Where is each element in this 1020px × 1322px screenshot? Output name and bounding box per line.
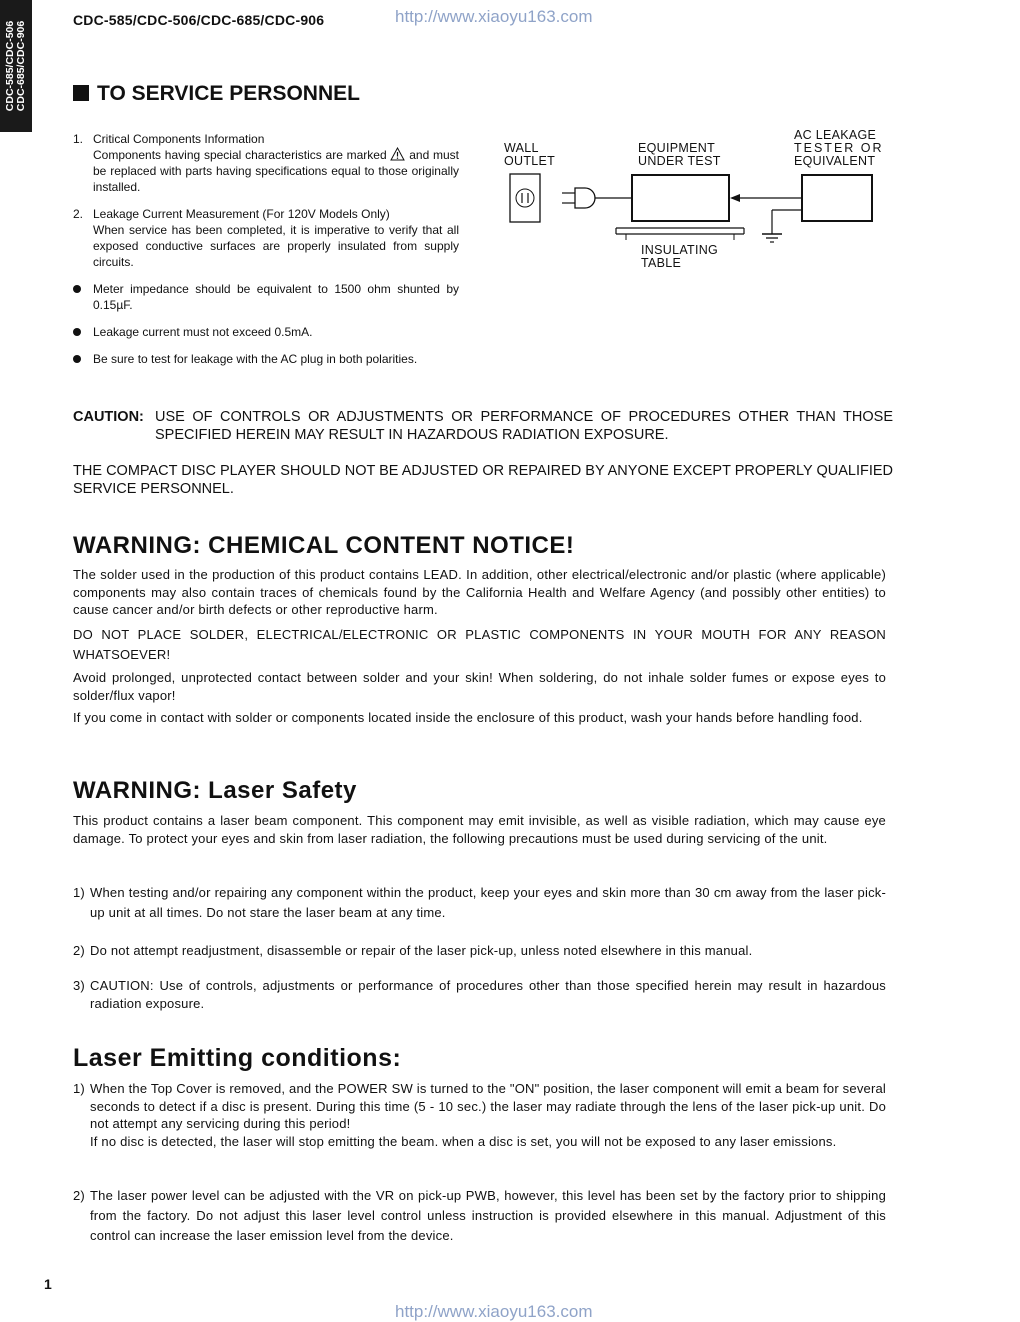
- table-label-line2: TABLE: [641, 256, 682, 270]
- wall-label-line1: WALL: [504, 141, 539, 155]
- chemical-para-3: Avoid prolonged, unprotected contact between solder and your skin! When soldering, do not inhale solder fumes or expose eyes to solder/flux vapor!: [73, 670, 886, 703]
- laser-intro: This product contains a laser beam component. This component may emit invisible, as well as visible radiation, which may cause eye damage. To protect your eyes and skin from laser radiation, the following precautions must be used during servicing of the unit.: [73, 813, 886, 846]
- tester-label-line1: AC LEAKAGE: [794, 128, 877, 142]
- side-tab-line1: CDC-585/CDC-506: [4, 20, 16, 112]
- bullet-icon: [73, 355, 81, 363]
- list-marker: 1): [73, 1081, 85, 1096]
- list-item-text: CAUTION: Use of controls, adjustments or performance of procedures other than those specified herein may result in hazardous radiation exposure.: [90, 978, 886, 1011]
- list-item-text: Meter impedance should be equivalent to 1500 ohm shunted by 0.15µF.: [93, 282, 459, 312]
- list-marker: 1): [73, 885, 85, 900]
- page-number: 1: [44, 1276, 52, 1292]
- service-heading: [73, 82, 360, 106]
- wall-outlet-shape: [510, 174, 540, 222]
- service-item-leakage: [73, 206, 459, 270]
- side-model-tab: [0, 0, 32, 132]
- tester-label-line2: TESTER OR: [794, 141, 884, 155]
- chemical-warning-heading: WARNING: CHEMICAL CONTENT NOTICE!: [73, 532, 575, 559]
- emitting-item-2: [73, 1186, 886, 1246]
- list-item-text: The laser power level can be adjusted with the VR on pick-up PWB, however, this level has been set by the factory prior to shipping from the factory. Do not adjust this laser level control unless instruction is provided elsewhere in this manual. Adjustment of this control can increase the laser emission level from the device.: [90, 1188, 886, 1243]
- chemical-para-2: DO NOT PLACE SOLDER, ELECTRICAL/ELECTRONIC OR PLASTIC COMPONENTS IN YOUR MOUTH FOR ANY REASON WHATSOEVER!: [73, 627, 886, 662]
- service-item-critical: [73, 131, 459, 195]
- list-item-text: When testing and/or repairing any component within the product, keep your eyes and skin more than 30 cm away from the laser pick-up unit at all times. Do not stare the laser beam at any time.: [90, 885, 886, 920]
- warning-triangle-icon: [390, 147, 405, 161]
- square-bullet-icon: [73, 85, 89, 101]
- list-marker: 2): [73, 943, 85, 958]
- list-item-text-cont: If no disc is detected, the laser will stop emitting the beam. when a disc is set, you will not be exposed to any laser emissions.: [90, 1133, 837, 1149]
- compact-disc-notice: THE COMPACT DISC PLAYER SHOULD NOT BE ADJUSTED OR REPAIRED BY ANYONE EXCEPT PROPERLY QUALIFIED SERVICE PERSONNEL.: [73, 463, 893, 497]
- list-item-text: When the Top Cover is removed, and the POWER SW is turned to the "ON" position, the laser component will emit a beam for several seconds to detect if a disc is present. During this time (5 - 10 sec.) the laser may radiate through the lens of the laser pick-up unit. Do not attempt any servicing during this period!: [90, 1081, 886, 1131]
- bullet-icon: [73, 285, 81, 293]
- wall-label-line2: OUTLET: [504, 154, 556, 168]
- laser-item-2: [73, 942, 886, 960]
- equip-label-line2: UNDER TEST: [638, 154, 721, 168]
- caution-text: USE OF CONTROLS OR ADJUSTMENTS OR PERFORMANCE OF PROCEDURES OTHER THAN THOSE SPECIFIED HEREIN MAY RESULT IN HAZARDOUS RADIATION EXPOSURE.: [155, 409, 893, 443]
- chemical-para-4: If you come in contact with solder or components located inside the enclosure of this product, wash your hands before handling food.: [73, 710, 863, 725]
- service-heading-text: TO SERVICE PERSONNEL: [97, 82, 360, 105]
- list-marker: 2.: [73, 207, 84, 221]
- list-marker: 1.: [73, 132, 84, 146]
- list-item-text: Leakage current must not exceed 0.5mA.: [93, 325, 313, 339]
- service-list: [73, 131, 459, 378]
- diagram-drawing: [500, 126, 900, 276]
- list-item-text: Do not attempt readjustment, disassemble or repair of the laser pick-up, unless noted elsewhere in this manual.: [90, 943, 753, 958]
- leakage-test-diagram: [500, 126, 900, 276]
- ac-plug-icon: [575, 188, 595, 208]
- laser-safety-heading: WARNING: Laser Safety: [73, 777, 357, 804]
- list-item-heading: Critical Components Information: [93, 132, 265, 146]
- arrow-left-icon: [730, 194, 740, 202]
- source-url-bottom[interactable]: http://www.xiaoyu163.com: [395, 1302, 593, 1321]
- model-title: CDC-585/CDC-506/CDC-685/CDC-906: [73, 12, 325, 28]
- service-bullet-meter: [73, 281, 459, 313]
- service-bullet-limit: [73, 324, 459, 340]
- service-bullet-polarity: [73, 351, 459, 367]
- chemical-para-1: The solder used in the production of this product contains LEAD. In addition, other electrical/electronic and/or plastic (where applicable) components may also contain traces of chemicals found by the California Health and Welfare Agency (and possibly other entities) to cause cancer and/or birth defects or other reproductive harm.: [73, 567, 886, 617]
- laser-item-1: [73, 883, 886, 923]
- list-item-text: When service has been completed, it is imperative to verify that all exposed conductive surfaces are properly insulated from supply circuits.: [93, 223, 459, 269]
- list-item-text: Components having special characteristics are marked: [93, 148, 387, 162]
- list-item-text: Be sure to test for leakage with the AC plug in both polarities.: [93, 352, 418, 366]
- equip-label-line1: EQUIPMENT: [638, 141, 716, 155]
- emitting-item-1: [73, 1080, 886, 1150]
- outlet-socket-icon: [516, 189, 534, 207]
- list-item-heading: Leakage Current Measurement (For 120V Models Only): [93, 207, 390, 221]
- bullet-icon: [73, 328, 81, 336]
- equipment-box: [632, 175, 729, 221]
- list-marker: 2): [73, 1188, 85, 1203]
- list-item-text-cont: and must be replaced with parts having specifications equal to those originally installed.: [93, 148, 460, 194]
- caution-label: CAUTION:: [73, 409, 144, 425]
- source-url-top[interactable]: http://www.xiaoyu163.com: [395, 7, 593, 26]
- list-marker: 3): [73, 978, 85, 993]
- table-label-line1: INSULATING: [641, 243, 719, 257]
- emitting-heading: Laser Emitting conditions:: [73, 1044, 402, 1072]
- caution-block: [73, 408, 893, 444]
- tester-label-line3: EQUIVALENT: [794, 154, 876, 168]
- laser-item-3: [73, 977, 886, 1012]
- tester-box: [802, 175, 872, 221]
- side-tab-line2: CDC-685/CDC-906: [15, 20, 27, 112]
